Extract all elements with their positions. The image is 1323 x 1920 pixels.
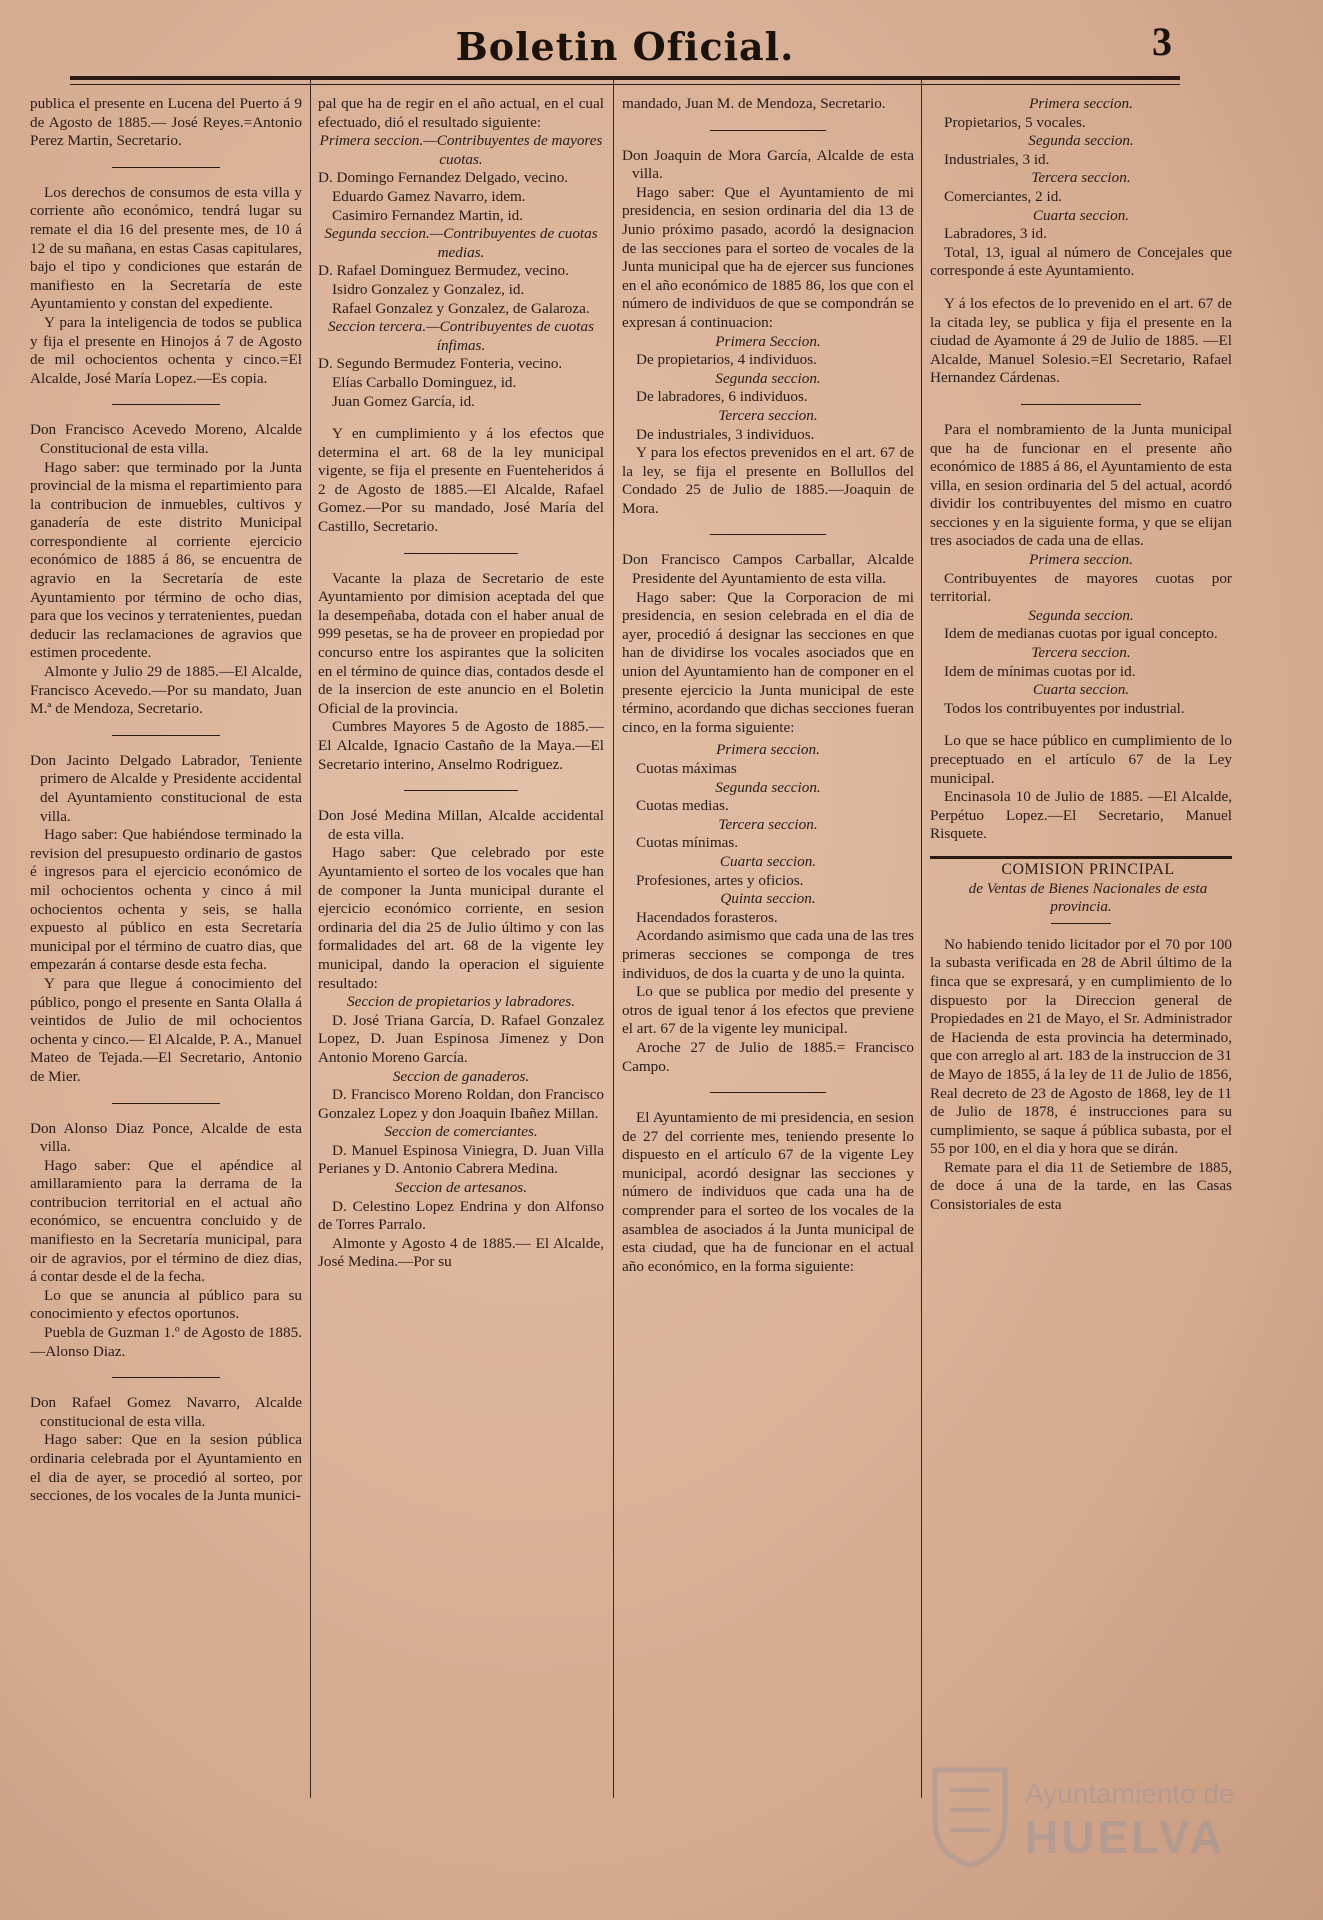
header-rule-thin xyxy=(70,84,1180,85)
section-heading: Cuarta seccion. xyxy=(1032,206,1130,224)
list-entry: Idem de mínimas cuotas por id. xyxy=(944,662,1136,680)
paragraph: Hago saber: Que celebrado por este Ayuntamiento el sorteo de los vocales que han de componer la Junta municipal durante el ejercicio económico corriente, en sesion ordinaria del dia 25 de Julio último y con las formalidades del art. 68 de la vigente ley municipal, dando la operacion el siguiente resultado: xyxy=(318,844,604,992)
list-entry: Industriales, 3 id. xyxy=(944,150,1050,168)
section-heading: Cuarta seccion. xyxy=(719,852,817,870)
paragraph: Hago saber: Que el apéndice al amillaramiento para la derrama de la contribucion territorial en el actual año económico, se encuentra concluido y de manifiesto en la Secretaría municipal, para oir de agravios, por el término de diez dias, á contar desde el de la fecha. xyxy=(30,1156,302,1286)
separator xyxy=(112,1103,221,1104)
notice-heading: Don Francisco Campos Carballar, Alcalde Presidente del Ayuntamiento de esta villa. xyxy=(622,551,914,588)
separator xyxy=(404,553,518,554)
list-entry: Cuotas medias. xyxy=(636,797,729,815)
section-heading: Primera seccion. xyxy=(716,741,820,759)
list-entry: De propietarios, 4 individuos. xyxy=(636,351,817,369)
separator xyxy=(112,404,221,405)
paragraph: El Ayuntamiento de mi presidencia, en sesion de 27 del corriente mes, teniendo presente lo dispuesto en el artículo 67 de la vigente Ley municipal, acordó designar las secciones y número de individuos que cada una ha de comprender para el sorteo de los vocales de la asamblea de asociados á la Junta municipal de esta ciudad, que ha de funcionar en el actual año económico, en la forma siguiente: xyxy=(622,1109,914,1275)
section-heading: Tercera seccion. xyxy=(718,406,818,424)
list-entry: Contribuyentes de mayores cuotas por territorial. xyxy=(930,569,1232,606)
watermark-line1: Ayuntamiento de xyxy=(1025,1778,1235,1809)
paragraph: Aroche 27 de Julio de 1885.= Francisco Campo. xyxy=(622,1038,914,1075)
paragraph: D. José Triana García, D. Rafael Gonzalez Lopez, D. Juan Espinosa Jimenez y Don Antonio Moreno García. xyxy=(318,1011,604,1066)
paragraph: publica el presente en Lucena del Puerto á 9 de Agosto de 1885.— José Reyes.=Antonio Perez Martin, Secretario. xyxy=(30,95,302,150)
notice-heading: Don Alonso Diaz Ponce, Alcalde de esta villa. xyxy=(30,1119,302,1156)
header-rule xyxy=(70,76,1180,80)
page-header xyxy=(70,18,1180,88)
paragraph: Puebla de Guzman 1.º de Agosto de 1885.—Alonso Diaz. xyxy=(30,1324,302,1360)
section-heading: Primera seccion.—Contribuyentes de mayores cuotas. xyxy=(319,132,603,168)
section-heading: Seccion de comerciantes. xyxy=(384,1123,538,1141)
paragraph: Hago saber: Que en la sesion pública ordinaria celebrada por el Ayuntamiento en el dia de ayer, se procedió al sorteo, por secciones, de los vocales de la Junta munici- xyxy=(30,1431,302,1505)
newspaper-title: Boletin Oficial. xyxy=(455,24,795,69)
paragraph: Encinasola 10 de Julio de 1885. —El Alcalde, Perpétuo Lopez.—El Secretario, Manuel Risquete. xyxy=(930,788,1232,843)
archive-watermark xyxy=(925,1760,1255,1880)
paragraph: Y para los efectos prevenidos en el art. 67 de la ley, se fija el presente en Bollullos del Condado 25 de Julio de 1885.—Joaquin de Mora. xyxy=(622,444,914,517)
column-divider xyxy=(613,78,614,1798)
name-entry: D. Segundo Bermudez Fonteria, vecino. xyxy=(318,355,563,373)
section-heading: Primera Seccion. xyxy=(715,332,821,350)
list-entry: De labradores, 6 individuos. xyxy=(636,388,808,406)
paragraph: Y para la inteligencia de todos se publica y fija el presente en Hinojos á 7 de Agosto de mil ochocientos ochenta y cinco.=El Alcalde, José María Lopez.—Es copia. xyxy=(30,313,302,387)
paragraph: Y en cumplimiento y á los efectos que determina el art. 68 de la ley municipal vigente, se fija el presente en Fuenteheridos á 2 de Agosto de 1885.—El Alcalde, Rafael Gomez.—Por su mandado, José María del Castillo, Secretario. xyxy=(318,425,604,536)
list-entry: Todos los contribuyentes por industrial. xyxy=(944,699,1185,717)
separator xyxy=(112,1377,221,1378)
separator xyxy=(1021,404,1142,405)
list-entry: Propietarios, 5 vocales. xyxy=(944,113,1086,131)
section-heading: Tercera seccion. xyxy=(718,815,818,833)
list-entry: Profesiones, artes y oficios. xyxy=(636,871,804,889)
name-entry: Juan Gomez García, id. xyxy=(332,392,475,410)
name-entry: Eduardo Gamez Navarro, idem. xyxy=(332,187,526,205)
paragraph: Hago saber: que terminado por la Junta provincial de la misma el repartimiento para la contribucion de inmuebles, cultivos y ganadería de este distrito Municipal correspondiente al corriente ejercicio económico de 1885 á 86, se encuentra de agravio en la Secretaría de este Ayuntamiento por término de ocho dias, para que los vecinos y terratenientes, puedan deducir las reclamaciones de agravios que estimen procedente. xyxy=(30,458,302,662)
commission-subheading: de Ventas de Bienes Nacionales de esta provincia. xyxy=(968,879,1208,916)
paragraph: Remate para el dia 11 de Setiembre de 1885, de doce á una de la tarde, en las Casas Consistoriales de esta xyxy=(930,1158,1232,1214)
list-entry: Idem de medianas cuotas por igual concepto. xyxy=(944,625,1218,643)
paragraph: pal que ha de regir en el año actual, en el cual efectuado, dió el resultado siguiente: xyxy=(318,95,604,131)
paragraph: Y para que llegue á conocimiento del público, pongo el presente en Santa Olalla á veintidos de Julio de mil ochocientos ochenta y cinco.— El Alcalde, P. A., Manuel Mateo de Tejada.—El Secretario, Antonio de Mier. xyxy=(30,974,302,1085)
name-entry: Elías Carballo Dominguez, id. xyxy=(332,373,517,391)
paragraph: Almonte y Julio 29 de 1885.—El Alcalde, Francisco Acevedo.—Por su mandato, Juan M.ª de Mendoza, Secretario. xyxy=(30,663,302,718)
section-heading: Primera seccion. xyxy=(1029,95,1133,112)
name-entry: Casimiro Fernandez Martin, id. xyxy=(332,206,524,224)
section-heading: Tercera seccion. xyxy=(1031,644,1131,662)
column-3 xyxy=(622,95,914,1795)
section-heading: Seccion de propietarios y labradores. xyxy=(347,993,575,1011)
list-entry: Comerciantes, 2 id. xyxy=(944,187,1063,205)
section-heading: Seccion de artesanos. xyxy=(394,1179,527,1197)
section-heading: Cuarta seccion. xyxy=(1032,681,1130,699)
section-heading: Seccion tercera.—Contribuyentes de cuotas ínfimas. xyxy=(328,318,594,354)
column-1 xyxy=(30,95,302,1795)
name-entry: D. Rafael Dominguez Bermudez, vecino. xyxy=(318,262,569,280)
paragraph: Hago saber: Que la Corporacion de mi presidencia, en sesion celebrada en el dia de ayer, procedió á designar las secciones en que han de dividirse los vocales asociados que en union del Ayuntamiento han de componer en el presente ejercicio la Junta municipal de este término, acordando que dichas secciones fueran cinco, en la forma siguiente: xyxy=(622,588,914,736)
section-heading: Segunda seccion. xyxy=(715,369,821,387)
paragraph: Hago saber: Que habiéndose terminado la revision del presupuesto ordinario de gastos é ingresos para el ejercicio económico de mil ochocientos ochenta y cinco á mil ochocientos ochenta y seis, se halla expuesto al público en esta Secretaría municipal por el término de cuatro dias, que empezarán á contarse desde esta fecha. xyxy=(30,826,302,974)
notice-heading: Don Rafael Gomez Navarro, Alcalde constitucional de esta villa. xyxy=(30,1394,302,1430)
paragraph: Almonte y Agosto 4 de 1885.— El Alcalde, José Medina.—Por su xyxy=(318,1234,604,1271)
section-heading: Segunda seccion. xyxy=(715,778,821,796)
notice-heading: Don Joaquin de Mora García, Alcalde de esta villa. xyxy=(622,146,914,183)
name-entry: Rafael Gonzalez y Gonzalez, de Galaroza. xyxy=(332,299,590,317)
column-4 xyxy=(930,95,1232,1795)
separator xyxy=(112,735,221,736)
notice-heading: Don Francisco Acevedo Moreno, Alcalde Constitucional de esta villa. xyxy=(30,421,302,457)
paragraph: Lo que se publica por medio del presente y otros de igual tenor á los efectos que previene el art. 67 de la vigente ley municipal. xyxy=(622,983,914,1038)
paragraph: Total, 13, igual al número de Concejales que corresponde á este Ayuntamiento. xyxy=(930,243,1232,280)
name-entry: Isidro Gonzalez y Gonzalez, id. xyxy=(332,280,525,298)
paragraph: Para el nombramiento de la Junta municipal que ha de funcionar en el presente año económico de 1885 á 86, el Ayuntamiento de esta villa, en sesion ordinaria del 5 del actual, acordó dividir los contribuyentes del mismo en cuatro secciones y en la siguiente forma, y que se elijan tres asociados de cada una de ellas. xyxy=(930,420,1232,550)
separator xyxy=(404,790,518,791)
section-heading: Segunda seccion.—Contribuyentes de cuotas medias. xyxy=(324,225,598,261)
watermark-line2: HUELVA xyxy=(1025,1811,1226,1863)
paragraph: Acordando asimismo que cada una de las tres primeras secciones se componga de tres individuos, de dos la cuarta y de uno la quinta. xyxy=(622,927,914,982)
coat-of-arms-icon xyxy=(925,1760,1015,1870)
paragraph: D. Celestino Lopez Endrina y don Alfonso de Torres Parralo. xyxy=(318,1197,604,1234)
section-rule xyxy=(930,856,1232,859)
page-number: 3 xyxy=(1152,19,1172,64)
paragraph: D. Manuel Espinosa Viniegra, D. Juan Villa Perianes y D. Antonio Cabrera Medina. xyxy=(318,1141,604,1178)
paragraph: Vacante la plaza de Secretario de este Ayuntamiento por dimision aceptada del que la desempeñaba, dotada con el haber anual de 999 pesetas, se ha de proveer en propiedad por concurso entre los aspirantes que la soliciten en el término de quince dias, contados desde el de la insercion de este anuncio en el Boletin Oficial de la provincia. xyxy=(318,569,604,717)
column-2 xyxy=(318,95,604,1795)
separator xyxy=(710,1092,827,1093)
list-entry: Cuotas mínimas. xyxy=(636,834,739,852)
list-entry: Cuotas máximas xyxy=(636,760,737,777)
paragraph: D. Francisco Moreno Roldan, don Francisco Gonzalez Lopez y don Joaquin Ibañez Millan. xyxy=(318,1086,604,1122)
paragraph: Los derechos de consumos de esta villa y corriente año económico, tendrá lugar su remate el dia 16 del presente mes, de 10 á 12 de su mañana, en estas Casas capitulares, bajo el tipo y condiciones que estarán de manifiesto en la Secretaría de este Ayuntamiento y constan del expediente. xyxy=(30,183,302,313)
separator xyxy=(112,167,221,168)
paragraph: No habiendo tenido licitador por el 70 por 100 la subasta verificada en 28 de Abril último de la finca que se expresará, y en cumplimiento de lo dispuesto por la Direccion general de Propiedades en 21 de Mayo, el Sr. Administrador de Hacienda de esta provincia ha determinado, que con arreglo al art. 183 de la instruccion de 31 de Mayo de 1855, á la ley de 11 de Julio de 1856, Real decreto de 23 de Agosto de 1868, ley de 11 de Julio de 1878, é instrucciones para su cumplimiento, se saque á pública subasta, por el 55 por 100, en el dia y hora que se dirán. xyxy=(930,935,1232,1158)
paragraph: Hago saber: Que el Ayuntamiento de mi presidencia, en sesion ordinaria del dia 13 de Junio próximo pasado, acordó la designacion de las secciones para el sorteo de vocales de la Junta municipal que ha de ejercer sus funciones en el año económico de 1885 86, los que con el número de individuos de que se compondrán se expresan á continuacion: xyxy=(622,183,914,331)
name-entry: D. Domingo Fernandez Delgado, vecino. xyxy=(318,169,569,187)
separator xyxy=(710,130,827,131)
separator xyxy=(710,534,827,535)
column-divider xyxy=(921,78,922,1798)
section-heading: Tercera seccion. xyxy=(1031,169,1131,187)
commission-heading: COMISION PRINCIPAL xyxy=(1001,860,1175,878)
separator xyxy=(1051,923,1111,924)
section-heading: Quinta seccion. xyxy=(720,890,816,908)
section-heading: Seccion de ganaderos. xyxy=(392,1067,530,1085)
paragraph: Y á los efectos de lo prevenido en el art. 67 de la citada ley, se publica y fija el presente en la ciudad de Ayamonte á 29 de Julio de 1885. —El Alcalde, Manuel Solesio.=El Secretario, Rafael Hernandez Cárdenas. xyxy=(930,294,1232,387)
section-heading: Primera seccion. xyxy=(1029,551,1133,569)
paragraph: Lo que se anuncia al público para su conocimiento y efectos oportunos. xyxy=(30,1286,302,1323)
notice-heading: Don Jacinto Delgado Labrador, Teniente primero de Alcalde y Presidente accidental del Ayuntamiento constitucional de esta villa. xyxy=(30,751,302,825)
notice-heading: Don José Medina Millan, Alcalde accidental de esta villa. xyxy=(318,807,604,843)
section-heading: Segunda seccion. xyxy=(1028,606,1134,624)
paragraph: mandado, Juan M. de Mendoza, Secretario. xyxy=(622,95,886,112)
paragraph: Cumbres Mayores 5 de Agosto de 1885.—El Alcalde, Ignacio Castaño de la Maya.—El Secretario interino, Anselmo Rodriguez. xyxy=(318,718,604,773)
list-entry: De industriales, 3 individuos. xyxy=(636,425,815,443)
paragraph: Lo que se hace público en cumplimiento de lo preceptuado en el artículo 67 de la Ley municipal. xyxy=(930,732,1232,787)
list-entry: Hacendados forasteros. xyxy=(636,908,778,926)
list-entry: Labradores, 3 id. xyxy=(944,225,1047,243)
column-divider xyxy=(310,78,311,1798)
section-heading: Segunda seccion. xyxy=(1028,132,1134,150)
